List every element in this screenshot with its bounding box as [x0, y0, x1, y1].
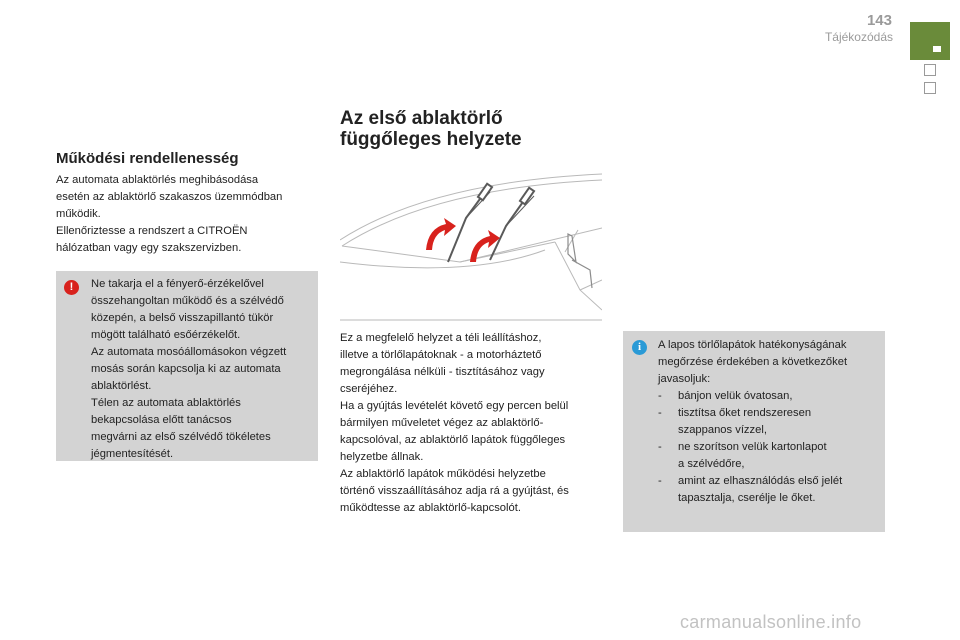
warning-text: Ne takarja el a fényerő-érzékelővel összehangoltan működő és a szélvédő közepén, a belső visszapillantó tükör mögött található esőérzékelőt. Az automata mosóállomásokon végzett mosás során kapcsolja ki az automata ablaktörlést. Télen az automata ablaktörlés bekapcsolása előtt tanácsos megvárni az első szélvédő tökéletes jégmentesítését.: [91, 278, 287, 460]
chapter-tab-active[interactable]: [910, 22, 950, 60]
left-section-title: Működési rendellenesség: [56, 150, 239, 167]
info-intro-text: A lapos törlőlapátok hatékonyságának megőrzése érdekében a következőket javasoljuk:: [658, 339, 848, 385]
list-dash: -: [658, 475, 662, 487]
list-dash: -: [658, 390, 662, 402]
warning-box: [56, 271, 318, 461]
list-item: [658, 405, 880, 439]
list-item-text: tisztítsa őket rendszeresen szappanos vízzel,: [678, 407, 812, 436]
arrow-left: [426, 218, 456, 250]
list-dash: -: [658, 441, 662, 453]
main-title-line1: Az első ablaktörlő: [340, 108, 503, 129]
list-item: [658, 473, 880, 507]
list-item: [658, 388, 880, 405]
watermark: carmanualsonline.info: [680, 612, 862, 632]
info-box: [623, 331, 885, 532]
chapter-tab-following[interactable]: [924, 82, 936, 94]
list-item: [658, 439, 880, 473]
info-icon: i: [632, 340, 647, 355]
recommendation-list: [658, 388, 880, 507]
list-item-text: ne szorítson velük kartonlapot a szélvédőre,: [678, 441, 827, 470]
list-dash: -: [658, 407, 662, 419]
list-item-text: amint az elhasználódás első jelét tapasztalja, cserélje le őket.: [678, 475, 843, 504]
windshield-wiper-illustration: [340, 170, 602, 328]
main-section-title: [340, 108, 610, 150]
wiper-blade-left: [448, 184, 492, 262]
page-number: 143: [866, 12, 892, 29]
exclamation-icon: !: [64, 280, 79, 295]
tab-marker: [933, 46, 941, 52]
section-name: Tájékozódás: [824, 30, 893, 44]
middle-body-text: Ez a megfelelő helyzet a téli leállításhoz, illetve a törlőlapátoknak - a motorháztető megrongálása nélküli - tisztításához vagy cseréjéhez. Ha a gyújtás levételét követő egy percen belül bármilyen műveletet végez az ablaktörlő- kapcsolóval, az ablaktörlő lapátok függőleges helyzetbe állnak. Az ablaktörlő lapátok működési helyzetbe történő visszaállításához adja rá a gyújtást, és működtesse az ablaktörlő-kapcsolót.: [340, 332, 569, 514]
main-title-line2: függőleges helyzete: [340, 129, 522, 150]
list-item-text: bánjon velük óvatosan,: [678, 390, 793, 402]
chapter-tab-next[interactable]: [924, 64, 936, 76]
left-body-text: Az automata ablaktörlés meghibásodása esetén az ablaktörlő szakaszos üzemmódban működik. Ellenőriztesse a rendszert a CITROËN hálózatban vagy egy szakszervizben.: [56, 174, 283, 254]
